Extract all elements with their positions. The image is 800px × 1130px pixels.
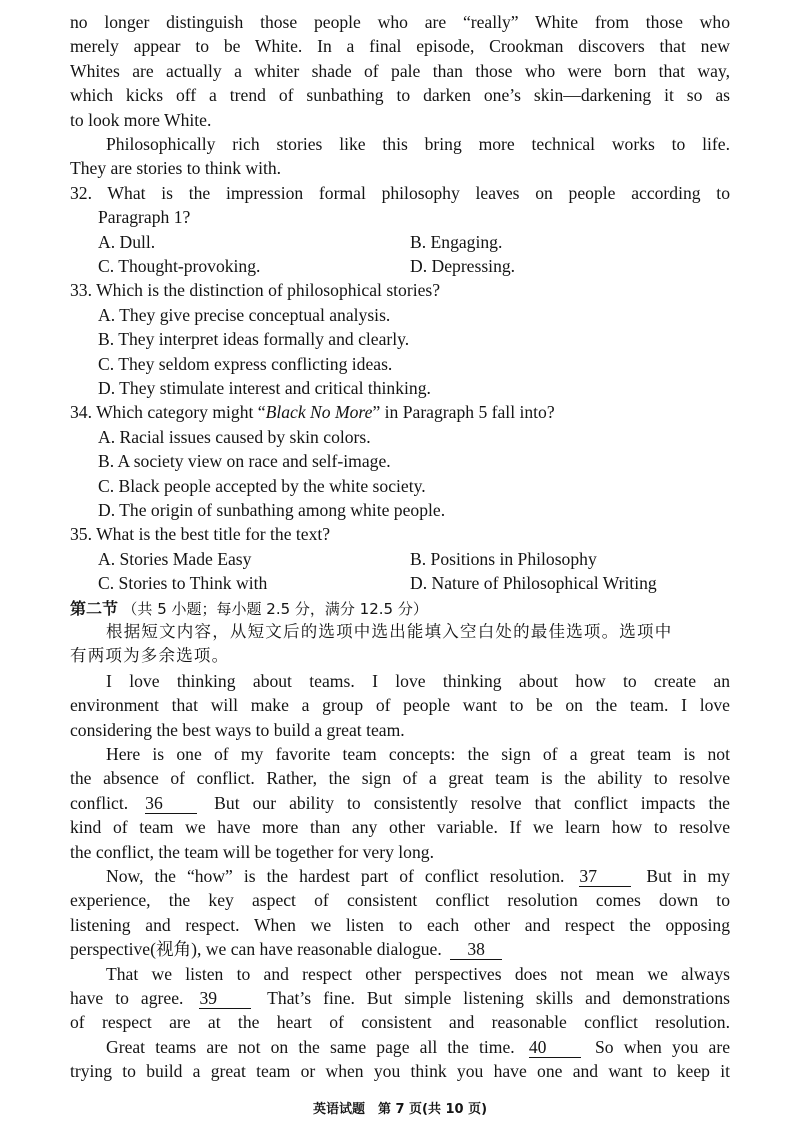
passage-line: Philosophically rich stories like this bring more technical works to life. — [106, 134, 730, 154]
article-line: the conflict, the team will be together for very long. — [70, 841, 434, 862]
option-c[interactable]: C. Thought-provoking. — [98, 256, 261, 276]
passage-line: merely appear to be White. In a final episode, Crookman discovers that new — [70, 36, 730, 57]
option-b[interactable]: B. Engaging. — [410, 231, 503, 252]
question-33-stem: 33. Which is the distinction of philosophical stories? — [70, 280, 441, 301]
article-line: trying to build a great team or when you think you have one and want to keep it — [70, 1061, 730, 1082]
text: Great teams are not on the same page all the time. — [106, 1036, 515, 1057]
option-a[interactable]: A. Dull. — [98, 231, 156, 252]
option-b[interactable]: B. They interpret ideas formally and clearly. — [98, 329, 410, 350]
option-c[interactable]: C. Black people accepted by the white society. — [98, 475, 426, 496]
question-35-options-row — [98, 547, 730, 571]
option-d[interactable]: D. Nature of Philosophical Writing — [410, 573, 657, 594]
passage-line: which kicks off a trend of sunbathing to darken one’s skin—darkening it so as — [70, 85, 730, 106]
article-line: kind of team we have more than any other variable. If we learn how to resolve — [70, 817, 730, 838]
question-32-options-row — [98, 254, 730, 278]
section-instructions: 有两项为多余选项。 — [70, 646, 230, 666]
article-line: environment that will make a group of people want to be on the team. I love — [70, 695, 730, 716]
question-35-options-row — [98, 571, 730, 595]
page-footer: 英语试题 第 7 页(共 10 页) — [312, 1102, 488, 1117]
question-32-stem: 32. What is the impression formal philosophy leaves on people according to — [70, 182, 730, 203]
article-line: experience, the key aspect of consistent conflict resolution comes down to — [70, 890, 730, 911]
option-d[interactable]: D. They stimulate interest and critical thinking. — [98, 378, 431, 398]
option-a[interactable]: A. Racial issues caused by skin colors. — [98, 426, 371, 447]
article-line — [106, 864, 730, 888]
blank-38[interactable]: 38 — [450, 939, 502, 960]
article-line — [106, 1035, 730, 1059]
article-line: I love thinking about teams. I love thinking about how to create an — [106, 670, 730, 691]
blank-39[interactable]: 39 — [199, 988, 251, 1009]
option-d[interactable]: D. The origin of sunbathing among white people. — [98, 500, 446, 520]
blank-40[interactable]: 40 — [529, 1037, 581, 1058]
blank-37[interactable]: 37 — [579, 866, 631, 887]
option-b[interactable]: B. A society view on race and self-image. — [98, 451, 391, 472]
text: perspective(视角), we can have reasonable dialogue. — [70, 939, 442, 960]
article-line: considering the best ways to build a great team. — [70, 719, 405, 740]
article-line — [70, 791, 730, 815]
stem-prefix: 34. Which category might “ — [70, 402, 266, 423]
passage-line: to look more White. — [70, 109, 212, 130]
text: But in my — [646, 866, 730, 886]
option-c[interactable]: C. Stories to Think with — [98, 573, 268, 594]
text: have to agree. — [70, 988, 184, 1008]
blank-36[interactable]: 36 — [145, 793, 197, 814]
article-line — [70, 986, 730, 1010]
article-line: That we listen to and respect other perspectives does not mean we always — [106, 963, 730, 984]
question-35-stem: 35. What is the best title for the text? — [70, 524, 331, 545]
passage-line: Whites are actually a whiter shade of pale than those who were born that way, — [70, 60, 730, 81]
option-b[interactable]: B. Positions in Philosophy — [410, 548, 597, 569]
option-a[interactable]: A. Stories Made Easy — [98, 548, 252, 569]
article-line: the absence of conflict. Rather, the sign of a great team is the ability to resolve — [70, 768, 730, 789]
question-34-stem — [70, 400, 730, 424]
section-title: 第二节 — [70, 598, 119, 618]
article-line: listening and respect. When we listen to each other and respect the opposing — [70, 914, 730, 935]
text: Now, the “how” is the hardest part of conflict resolution. — [106, 866, 565, 886]
stem-title: Black No More — [265, 402, 373, 423]
option-a[interactable]: A. They give precise conceptual analysis. — [98, 304, 391, 325]
text: So when you are — [595, 1036, 730, 1057]
section-instructions: 根据短文内容，从短文后的选项中选出能填入空白处的最佳选项。选项中 — [106, 622, 673, 641]
question-32-options-row — [98, 230, 730, 254]
text: That’s fine. But simple listening skills and demonstrations — [267, 988, 730, 1008]
text: But our ability to consistently resolve that conflict impacts the — [214, 792, 730, 813]
option-d[interactable]: D. Depressing. — [410, 256, 516, 276]
stem-suffix: ” in Paragraph 5 fall into? — [372, 402, 555, 423]
option-c[interactable]: C. They seldom express conflicting ideas. — [98, 353, 393, 374]
question-32-stem: Paragraph 1? — [98, 207, 191, 228]
article-line: Here is one of my favorite team concepts: the sign of a great team is not — [106, 744, 730, 764]
section-note: （共 5 小题；每小题 2.5 分，满分 12.5 分） — [122, 599, 428, 618]
passage-line: They are stories to think with. — [70, 158, 282, 179]
text: conflict. — [70, 792, 129, 813]
passage-line: no longer distinguish those people who are “really” White from those who — [70, 12, 730, 32]
article-line — [70, 937, 730, 961]
article-line: of respect are at the heart of consistent and reasonable conflict resolution. — [70, 1012, 730, 1033]
section-2-header — [70, 596, 730, 620]
